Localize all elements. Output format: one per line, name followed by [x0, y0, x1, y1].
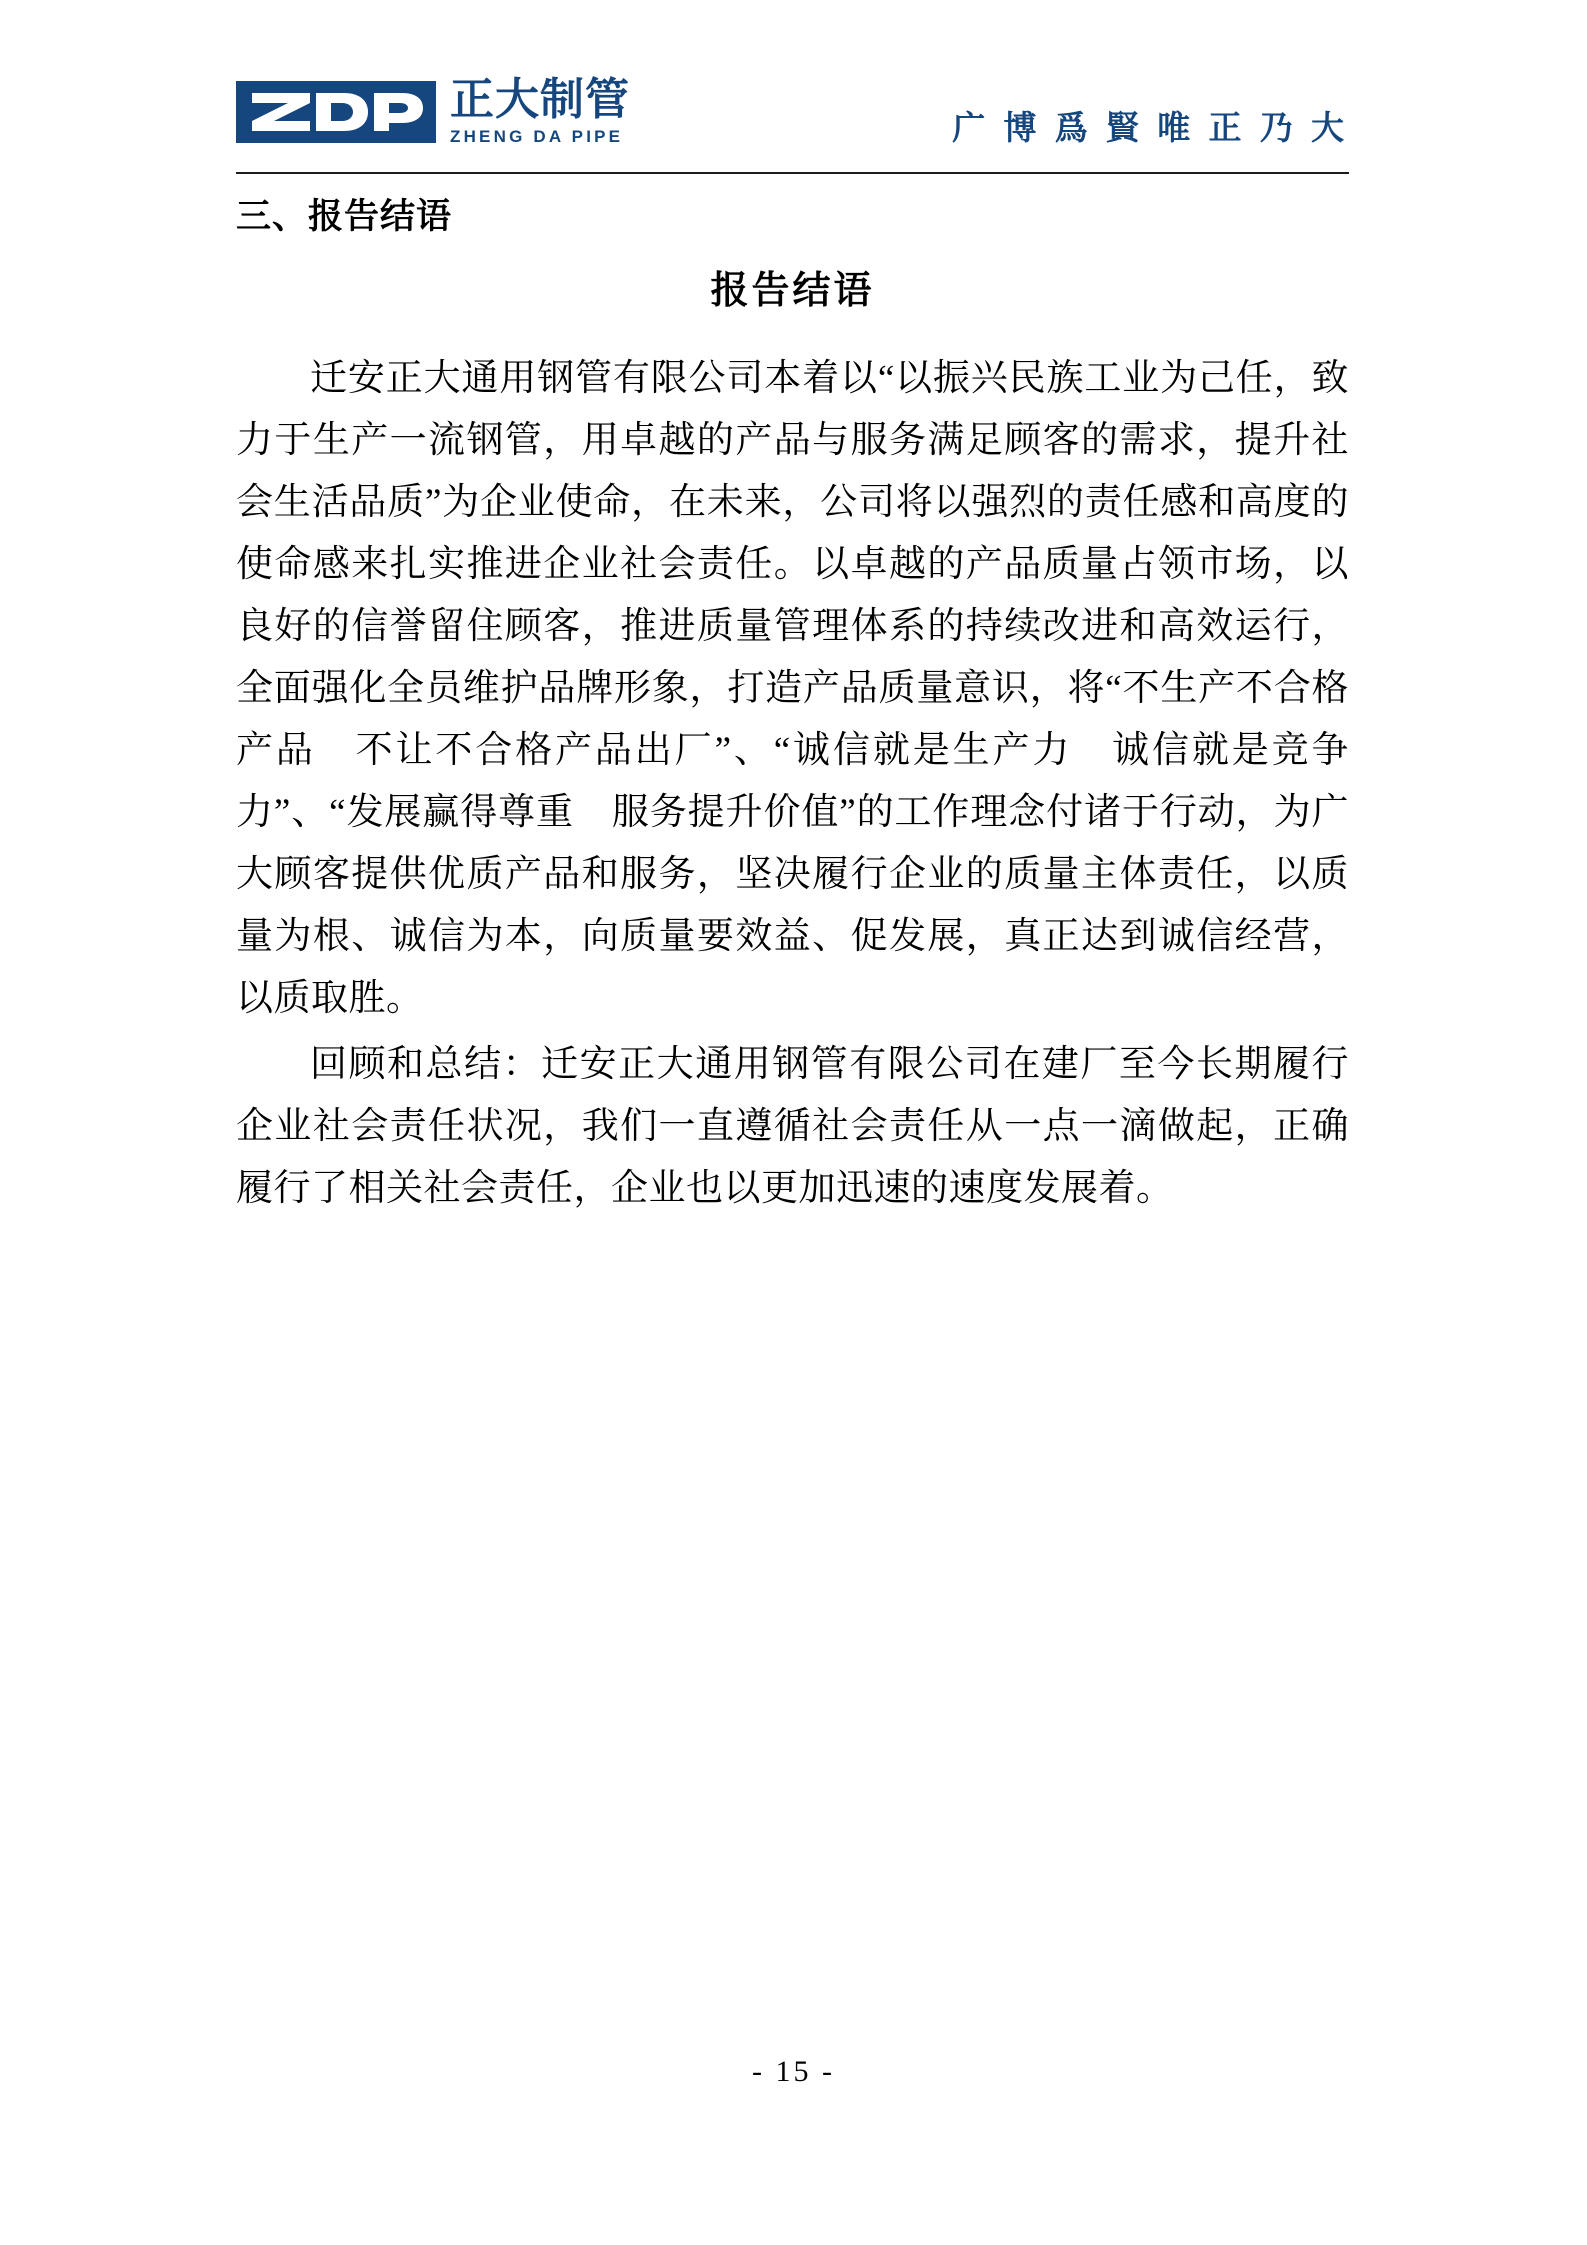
logo-company-pinyin: ZHENG DA PIPE [450, 127, 624, 146]
body-paragraph: 迁安正大通用钢管有限公司本着以“以振兴民族工业为己任，致力于生产一流钢管，用卓越的产品与服务满足顾客的需求，提升社会生活品质”为企业使命，在未来，公司将以强烈的责任感和高度的使命感来扎实推进企业社会责任。以卓越的产品质量占领市场，以良好的信誉留住顾客，推进质量管理体系的持续改进和高效运行，全面强化全员维护品牌形象，打造产品质量意识，将“不生产不合格产品 不让不合格产品出厂”、“诚信就是生产力 诚信就是竞争力”、“发展赢得尊重 服务提升价值”的工作理念付诸于行动，为广大顾客提供优质产品和服务，坚决履行企业的质量主体责任，以质量为根、诚信为本，向质量要效益、促发展，真正达到诚信经营，以质取胜。 [236, 358, 1349, 1019]
body-paragraph: 回顾和总结：迁安正大通用钢管有限公司在建厂至今长期履行企业社会责任状况，我们一直遵循社会责任从一点一滴做起，正确履行了相关社会责任，企业也以更加迅速的速度发展着。 [236, 1044, 1349, 1209]
page-header [236, 75, 1349, 170]
logo-chinese-text [450, 75, 630, 146]
zdp-logo-icon [236, 81, 436, 143]
company-logo [236, 75, 630, 146]
page-number: - 15 - [752, 2055, 835, 2088]
logo-company-name: 正大制管 [450, 75, 630, 124]
header-divider [236, 172, 1349, 174]
company-slogan: 广 博 爲 賢 唯 正 乃 大 [952, 111, 1349, 147]
page-content [236, 192, 1349, 1224]
section-heading: 三、报告结语 [236, 197, 453, 236]
document-title: 报告结语 [710, 270, 875, 312]
